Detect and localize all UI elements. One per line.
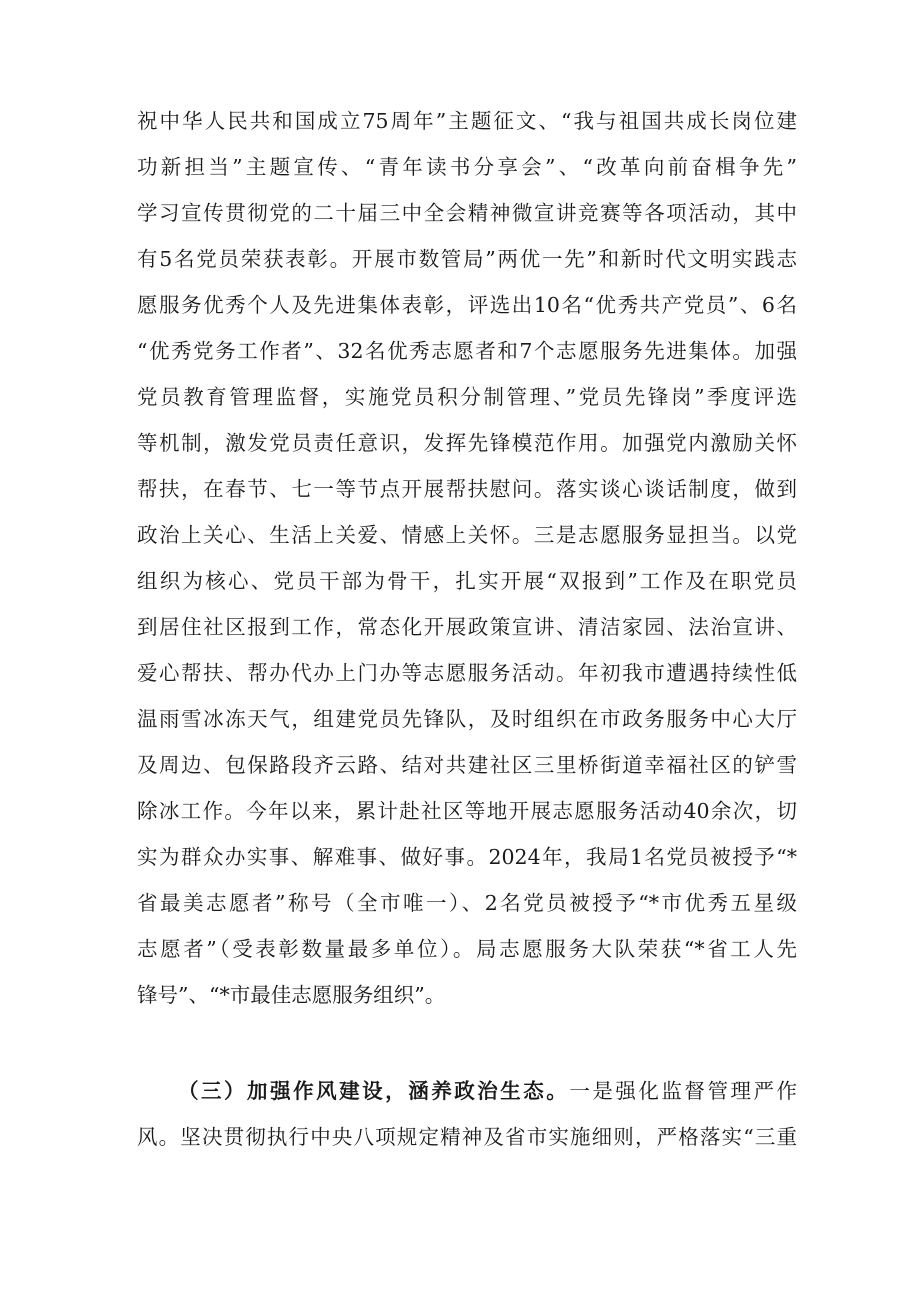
- text-line: 到居住社区报到工作，常态化开展政策宣讲、清洁家园、法治宣讲、: [137, 615, 797, 639]
- text-line: 学习宣传贯彻党的二十届三中全会精神微宣讲竞赛等各项活动，其中: [137, 201, 797, 225]
- text-line: 省最美志愿者”称号（全市唯一）、2名党员被授予“*市优秀五星级: [137, 891, 797, 915]
- heading-line-rest: 一是强化监督管理严作: [569, 1079, 797, 1103]
- text-line: 温雨雪冰冻天气，组建党员先锋队，及时组织在市政务服务中心大厅: [137, 707, 797, 731]
- text-line: 实为群众办实事、解难事、做好事。2024年，我局1名党员被授予“*: [137, 845, 797, 869]
- text-line: 锋号”、“*市最佳志愿服务组织”。: [137, 983, 446, 1007]
- text-line: 愿服务优秀个人及先进集体表彰，评选出10名“优秀共产党员”、6名: [137, 293, 797, 317]
- text-line: 等机制，激发党员责任意识，发挥先锋模范作用。加强党内激励关怀: [137, 431, 797, 455]
- section-heading: （三）加强作风建设，涵养政治生态。: [178, 1079, 570, 1103]
- section-heading-line: [178, 1069, 797, 1113]
- text-line: 组织为核心、党员干部为骨干，扎实开展“双报到”工作及在职党员: [137, 569, 797, 593]
- text-line: 党员教育管理监督，实施党员积分制管理、”党员先锋岗”季度评选: [137, 385, 797, 409]
- text-line: 帮扶，在春节、七一等节点开展帮扶慰问。落实谈心谈话制度，做到: [137, 477, 797, 501]
- text-line: 祝中华人民共和国成立75周年”主题征文、“我与祖国共成长岗位建: [137, 109, 797, 133]
- text-line: 除冰工作。今年以来，累计赴社区等地开展志愿服务活动40余次，切: [137, 799, 797, 823]
- text-line: 志愿者”（受表彰数量最多单位）。局志愿服务大队荣获“*省工人先: [137, 937, 797, 961]
- text-line: 有5名党员荣获表彰。开展市数管局”两优一先”和新时代文明实践志: [137, 247, 797, 271]
- text-line: 政治上关心、生活上关爱、情感上关怀。三是志愿服务显担当。以党: [137, 523, 797, 547]
- text-line: 爱心帮扶、帮办代办上门办等志愿服务活动。年初我市遭遇持续性低: [137, 661, 797, 685]
- text-line: 风。坚决贯彻执行中央八项规定精神及省市实施细则，严格落实“三重: [137, 1125, 797, 1149]
- text-line: 及周边、包保路段齐云路、结对共建社区三里桥街道幸福社区的铲雪: [137, 753, 797, 777]
- text-line: 功新担当”主题宣传、“青年读书分享会”、“改革向前奋楫争先”: [137, 155, 797, 179]
- text-line: “优秀党务工作者”、32名优秀志愿者和7个志愿服务先进集体。加强: [137, 339, 797, 363]
